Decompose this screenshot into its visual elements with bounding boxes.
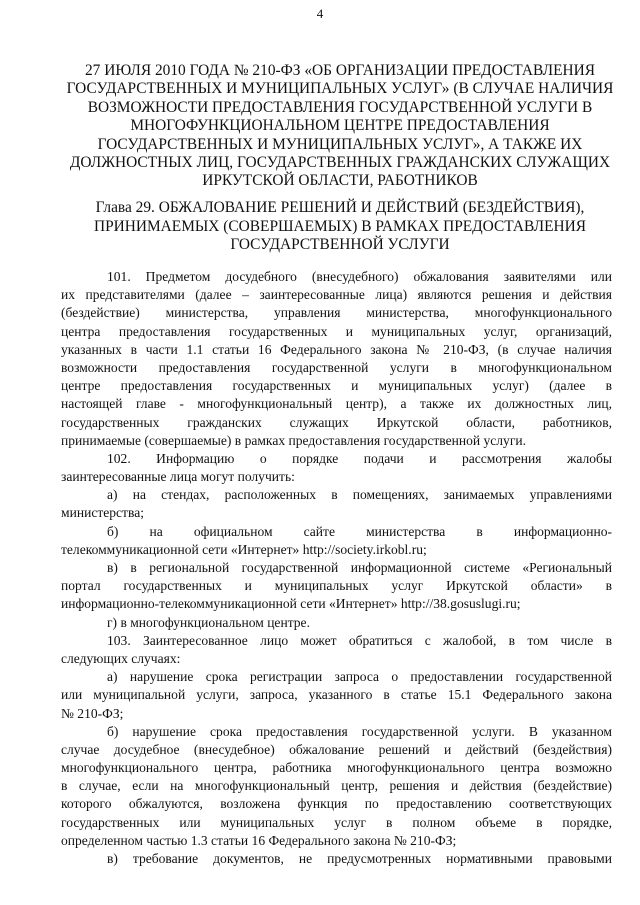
text-line: следующих случаях:	[61, 650, 181, 666]
text-line: настоящей главе - многофункциональный центр), а также их должностных лиц,	[61, 396, 612, 412]
text-line: (бездействие) министерства, управления министерства, многофункционального	[61, 305, 612, 321]
text-line: министерства;	[61, 505, 144, 521]
text-line: 102. Информацию о порядке подачи и рассмотрения жалобы	[107, 450, 612, 466]
text-line: государственных гражданских служащих Иркутской области, работников,	[61, 414, 612, 430]
text-line: указанных в части 1.1 статьи 16 Федерального закона № 210-ФЗ, (в случае наличия	[61, 341, 612, 357]
page-number: 4	[316, 6, 324, 21]
text-line: принимаемые (совершаемые) в рамках предоставления государственной услуги.	[61, 432, 527, 448]
text-line: случае досудебное (внесудебное) обжалование решений и действий (бездействия)	[61, 741, 612, 757]
text-line: г) в многофункциональном центре.	[107, 614, 310, 630]
text-line: возможности предоставления государственной услуги в многофункциональном	[61, 359, 612, 375]
text-line: 103. Заинтересованное лицо может обратиться с жалобой, в том числе в	[107, 632, 612, 648]
heading-line: 27 ИЮЛЯ 2010 ГОДА № 210-ФЗ «ОБ ОРГАНИЗАЦИИ ПРЕДОСТАВЛЕНИЯ	[84, 62, 596, 79]
text-line: центра предоставления государственных и муниципальных услуг, организаций,	[61, 323, 612, 339]
text-line: № 210-ФЗ;	[61, 705, 124, 721]
text-line: б) на официальном сайте министерства в информационно-	[107, 523, 612, 539]
heading-line: ДОЛЖНОСТНЫХ ЛИЦ, ГОСУДАРСТВЕННЫХ ГРАЖДАНСКИХ СЛУЖАЩИХ	[69, 154, 611, 172]
section-heading	[60, 62, 620, 191]
document-body	[61, 268, 612, 868]
text-line: портал государственных и муниципальных услуг Иркутской области» в	[61, 578, 612, 594]
text-line: информационно-телекоммуникационной сети «Интернет» http://38.gosuslugi.ru;	[61, 596, 521, 612]
heading-line: ГОСУДАРСТВЕННЫХ И МУНИЦИПАЛЬНЫХ УСЛУГ», А ТАКЖЕ ИХ	[97, 135, 583, 153]
text-line: а) нарушение срока регистрации запроса о предоставлении государственной	[107, 669, 612, 685]
text-line: в) требование документов, не предусмотренных нормативными правовыми	[107, 851, 612, 866]
text-line: их представителями (далее – заинтересованные лица) являются решения и действия	[61, 287, 612, 303]
text-line: телекоммуникационной сети «Интернет» http://society.irkobl.ru;	[61, 541, 427, 557]
chapter-line: Глава 29. ОБЖАЛОВАНИЕ РЕШЕНИЙ И ДЕЙСТВИЙ (БЕЗДЕЙСТВИЯ),	[95, 199, 585, 216]
chapter-line: ГОСУДАРСТВЕННОЙ УСЛУГИ	[230, 236, 450, 254]
text-line: заинтересованные лица могут получить:	[61, 469, 295, 485]
chapter-line: ПРИНИМАЕМЫХ (СОВЕРШАЕМЫХ) В РАМКАХ ПРЕДОСТАВЛЕНИЯ	[93, 217, 586, 235]
text-line: или муниципальной услуги, запроса, указанного в статье 15.1 Федерального закона	[61, 687, 612, 703]
text-line: которого обжалуются, возложена функция по предоставлению соответствующих	[61, 796, 612, 812]
text-line: определенном частью 1.3 статьи 16 Федерального закона № 210-ФЗ;	[61, 832, 457, 848]
text-line: б) нарушение срока предоставления государственной услуги. В указанном	[107, 723, 612, 739]
text-line: в случае, если на многофункциональный центр, решения и действия (бездействие)	[61, 778, 612, 794]
text-line: государственных или муниципальных услуг в полном объеме в порядке,	[61, 814, 612, 830]
text-line: в) в региональной государственной информационной системе «Региональный	[107, 560, 612, 575]
chapter-heading	[60, 199, 620, 255]
text-line: центре предоставления государственных и муниципальных услуг) (далее в	[61, 378, 612, 394]
heading-line: МНОГОФУНКЦИОНАЛЬНОМ ЦЕНТРЕ ПРЕДОСТАВЛЕНИЯ	[130, 117, 550, 135]
text-line: 101. Предметом досудебного (внесудебного) обжалования заявителями или	[107, 269, 612, 284]
text-line: а) на стендах, расположенных в помещениях, занимаемых управлениями	[107, 487, 612, 503]
heading-line: ВОЗМОЖНОСТИ ПРЕДОСТАВЛЕНИЯ ГОСУДАРСТВЕННОЙ УСЛУГИ В	[87, 98, 593, 116]
text-line: многофункционального центра, работника многофункционального центра возможно	[61, 760, 612, 776]
heading-line: ГОСУДАРСТВЕННЫХ И МУНИЦИПАЛЬНЫХ УСЛУГ» (В СЛУЧАЕ НАЛИЧИЯ	[66, 80, 614, 98]
heading-line: ИРКУТСКОЙ ОБЛАСТИ, РАБОТНИКОВ	[202, 172, 478, 190]
